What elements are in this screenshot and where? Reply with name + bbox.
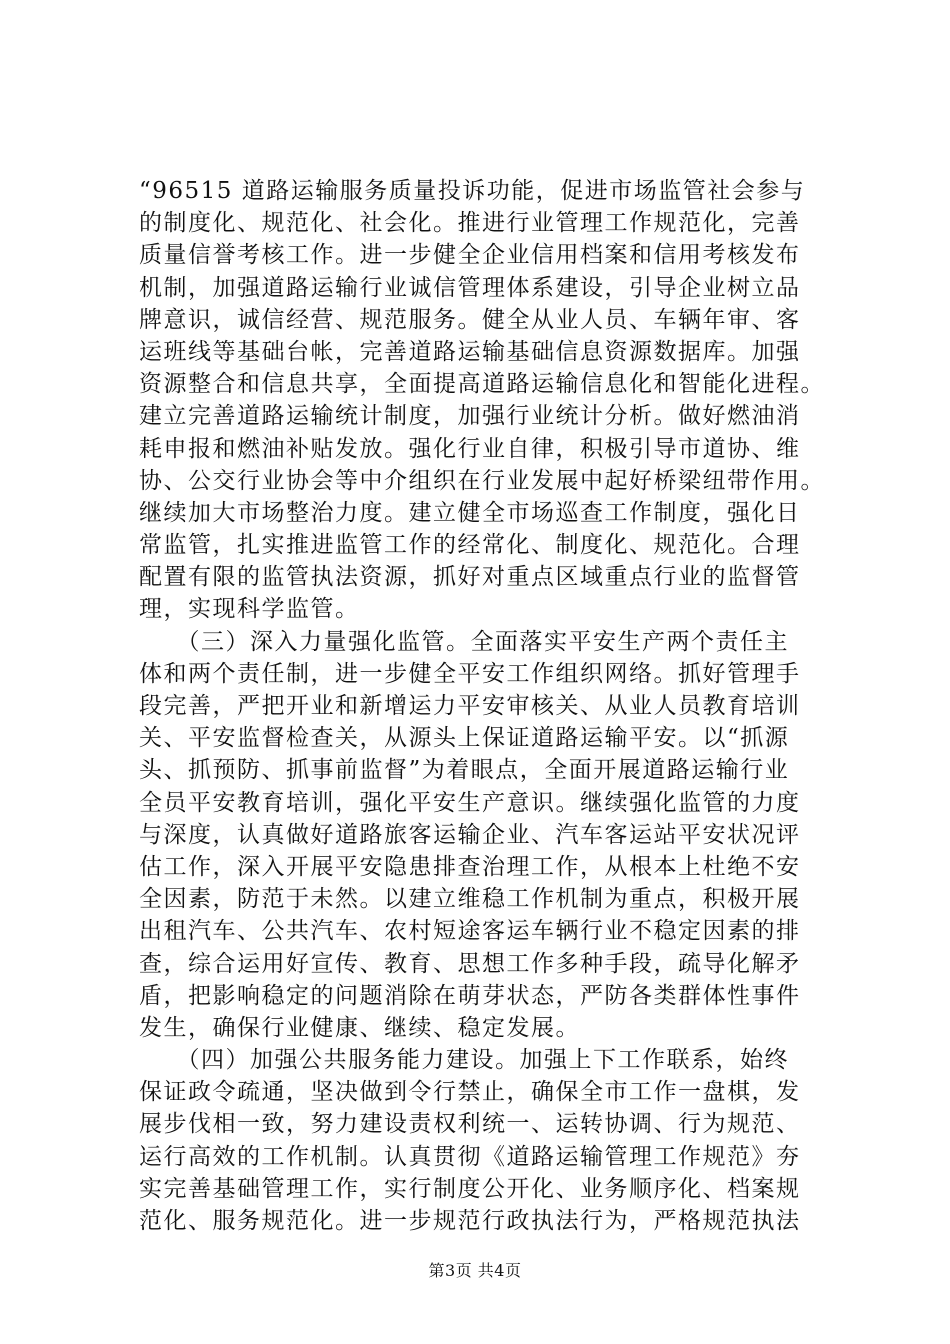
text-line: 牌意识，诚信经营、规范服务。健全从业人员、车辆年审、客: [139, 306, 801, 333]
text-line: 查，综合运用好宣传、教育、思想工作多种手段，疏导化解矛: [139, 950, 801, 977]
text-line: 体和两个责任制，进一步健全平安工作组织网络。抓好管理手: [139, 660, 801, 687]
text-line: 的制度化、规范化、社会化。推进行业管理工作规范化，完善: [139, 210, 801, 237]
text-line: 运班线等基础台帐，完善道路运输基础信息资源数据库。加强: [139, 338, 801, 365]
text-line: 展步伐相一致，努力建设责权利统一、运转协调、行为规范、: [139, 1111, 801, 1138]
text-line: 配置有限的监管执法资源，抓好对重点区域重点行业的监督管: [139, 564, 801, 591]
text-line: 继续加大市场整治力度。建立健全市场巡查工作制度，强化日: [139, 499, 801, 526]
text-line: 机制，加强道路运输行业诚信管理体系建设，引导企业树立品: [139, 274, 801, 301]
text-line: 全因素，防范于未然。以建立维稳工作机制为重点，积极开展: [139, 886, 801, 913]
text-line: 关、平安监督检查关，从源头上保证道路运输平安。以“抓源: [139, 725, 790, 752]
text-line: 盾，把影响稳定的问题消除在萌芽状态，严防各类群体性事件: [139, 982, 801, 1009]
text-line: 全员平安教育培训，强化平安生产意识。继续强化监管的力度: [139, 789, 801, 816]
text-line: （三）深入力量强化监管。全面落实平安生产两个责任主: [139, 628, 789, 655]
text-line: 与深度，认真做好道路旅客运输企业、汽车客运站平安状况评: [139, 821, 801, 848]
text-line: 估工作，深入开展平安隐患排查治理工作，从根本上杜绝不安: [139, 853, 801, 880]
text-line: 范化、服务规范化。进一步规范行政执法行为，严格规范执法: [139, 1208, 801, 1234]
text-line: （四）加强公共服务能力建设。加强上下工作联系，始终: [139, 1047, 789, 1074]
text-line: 常监管，扎实推进监管工作的经常化、制度化、规范化。合理: [139, 532, 801, 559]
text-line: 头、抓预防、抓事前监督”为着眼点，全面开展道路运输行业: [139, 757, 790, 784]
text-line: 保证政令疏通，坚决做到令行禁止，确保全市工作一盘棋，发: [139, 1079, 801, 1106]
body-text: [139, 175, 839, 1237]
text-line: “96515 道路运输服务质量投诉功能，促进市场监管社会参与: [139, 178, 806, 204]
text-line: 发生，确保行业健康、继续、稳定发展。: [139, 1014, 580, 1041]
text-line: 段完善，严把开业和新增运力平安审核关、从业人员教育培训: [139, 693, 801, 719]
text-line: 出租汽车、公共汽车、农村短途客运车辆行业不稳定因素的排: [139, 918, 801, 945]
page-number-footer: 第3页 共4页: [428, 1261, 522, 1280]
text-line: 运行高效的工作机制。认真贯彻《道路运输管理工作规范》夯: [139, 1143, 801, 1170]
text-line: 理，实现科学监管。: [139, 596, 360, 623]
text-line: 耗申报和燃油补贴发放。强化行业自律，积极引导市道协、维: [139, 435, 801, 462]
text-line: 质量信誉考核工作。进一步健全企业信用档案和信用考核发布: [139, 242, 801, 269]
text-line: 建立完善道路运输统计制度，加强行业统计分析。做好燃油消: [139, 403, 801, 430]
text-line: 实完善基础管理工作，实行制度公开化、业务顺序化、档案规: [139, 1175, 801, 1202]
text-line: 协、公交行业协会等中介组织在行业发展中起好桥梁纽带作用。: [139, 467, 825, 494]
text-line: 资源整合和信息共享，全面提高道路运输信息化和智能化进程。: [139, 371, 825, 398]
